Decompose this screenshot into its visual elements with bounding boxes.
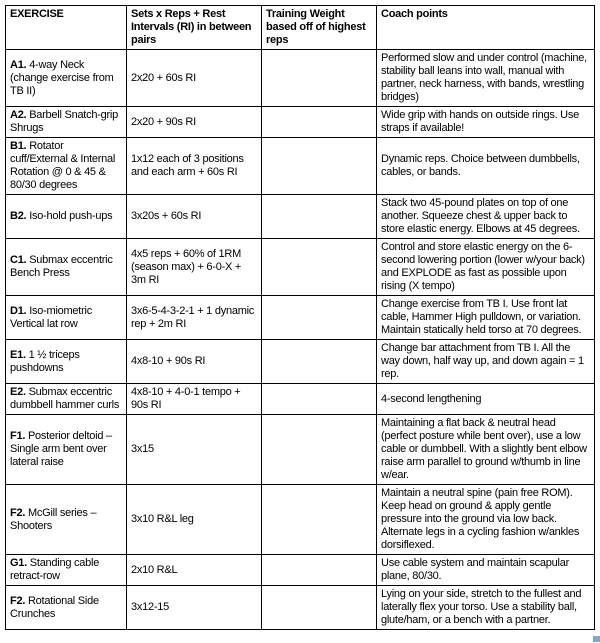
col-header-coach-points: Coach points	[377, 6, 595, 50]
exercise-code: B1.	[10, 140, 27, 152]
exercise-cell	[6, 195, 127, 239]
exercise-name: Submax eccentric dumbbell hammer curls	[10, 386, 120, 411]
coach-points-cell: Maintain a neutral spine (pain free ROM). Keep head on ground & apply gentle pressure into the ground via low back. Alternate legs in a cycling fashion w/ankles dorsiflexed.	[377, 485, 595, 555]
exercise-code: G1.	[10, 557, 27, 569]
table-row	[6, 107, 595, 138]
exercise-cell	[6, 415, 127, 485]
sets-reps-cell: 3x10 R&L leg	[127, 485, 262, 555]
coach-points-cell: Lying on your side, stretch to the fullest and laterally flex your torso. Use a stability ball, glute/ham, or a bench with a partner.	[377, 586, 595, 630]
exercise-cell	[6, 485, 127, 555]
training-weight-cell	[262, 296, 377, 340]
exercise-code: E1.	[10, 348, 26, 361]
exercise-cell	[6, 50, 127, 107]
sets-reps-cell: 2x10 R&L	[127, 555, 262, 586]
exercise-name: Barbell Snatch-grip Shrugs	[10, 109, 118, 134]
table-row	[6, 239, 595, 296]
table-row	[6, 415, 595, 485]
table-row	[6, 195, 595, 239]
sets-reps-cell: 4x5 reps + 60% of 1RM (season max) + 6-0-X + 3m RI	[127, 239, 262, 296]
coach-points-cell: Control and store elastic energy on the 6-second lowering portion (lower w/your back) and EXPLODE as fast as possible upon rising (X tempo)	[377, 239, 595, 296]
exercise-name: Rotator cuff/External & Internal Rotation @ 0 & 45 & 80/30 degrees	[10, 140, 116, 191]
exercise-code: D1.	[10, 304, 27, 317]
sets-reps-cell: 1x12 each of 3 positions and each arm + 60s RI	[127, 138, 262, 195]
exercise-code: F2.	[10, 506, 26, 519]
sets-reps-cell: 2x20 + 60s RI	[127, 50, 262, 107]
training-weight-cell	[262, 555, 377, 586]
table-row	[6, 138, 595, 195]
coach-points-cell: Dynamic reps. Choice between dumbbells, cables, or bands.	[377, 138, 595, 195]
exercise-code: E2.	[10, 386, 26, 398]
coach-points-cell: Performed slow and under control (machine, stability ball leans into wall, manual with partner, neck harness, with bands, wrestling bridges)	[377, 50, 595, 107]
sets-reps-cell: 3x6-5-4-3-2-1 + 1 dynamic rep + 2m RI	[127, 296, 262, 340]
training-weight-cell	[262, 107, 377, 138]
header-row	[6, 6, 595, 50]
sets-reps-cell: 2x20 + 90s RI	[127, 107, 262, 138]
sets-reps-cell: 3x15	[127, 415, 262, 485]
exercise-name: Iso-hold push-ups	[29, 210, 113, 222]
col-header-exercise: EXERCISE	[6, 6, 127, 50]
table-row	[6, 384, 595, 415]
exercise-cell	[6, 340, 127, 384]
table-row	[6, 586, 595, 630]
exercise-cell	[6, 239, 127, 296]
coach-points-cell: Change bar attachment from TB I. All the way down, half way up, and down again = 1 rep.	[377, 340, 595, 384]
exercise-cell	[6, 384, 127, 415]
table-row	[6, 485, 595, 555]
training-weight-cell	[262, 239, 377, 296]
training-weight-cell	[262, 138, 377, 195]
col-header-training-weight: Training Weight based off of highest reps	[262, 6, 377, 50]
exercise-code: A1.	[10, 58, 27, 71]
training-weight-cell	[262, 195, 377, 239]
exercise-name: Standing cable retract-row	[10, 557, 100, 582]
coach-points-cell: Maintaining a flat back & neutral head (perfect posture while bent over), use a low cable or dumbbell. With a slightly bent elbow raise arm parallel to ground w/thumb in line w/ear.	[377, 415, 595, 485]
exercise-code: C1.	[10, 254, 27, 266]
coach-points-cell: Wide grip with hands on outside rings. Use straps if available!	[377, 107, 595, 138]
training-weight-cell	[262, 384, 377, 415]
training-weight-cell	[262, 586, 377, 630]
exercise-name: McGill series – Shooters	[10, 506, 97, 532]
exercise-cell	[6, 555, 127, 586]
sets-reps-cell: 4x8-10 + 4-0-1 tempo + 90s RI	[127, 384, 262, 415]
training-weight-cell	[262, 415, 377, 485]
exercise-cell	[6, 107, 127, 138]
workout-program-table	[5, 5, 595, 630]
coach-points-cell: 4-second lengthening	[377, 384, 595, 415]
exercise-cell	[6, 296, 127, 340]
table-row	[6, 340, 595, 384]
exercise-cell	[6, 138, 127, 195]
sets-reps-cell: 4x8-10 + 90s RI	[127, 340, 262, 384]
sets-reps-cell: 3x12-15	[127, 586, 262, 630]
table-row	[6, 296, 595, 340]
exercise-name: Rotational Side Crunches	[10, 594, 99, 620]
corner-artifact	[593, 636, 600, 642]
training-weight-cell	[262, 340, 377, 384]
exercise-code: F2.	[10, 594, 26, 607]
table-row	[6, 50, 595, 107]
sets-reps-cell: 3x20s + 60s RI	[127, 195, 262, 239]
exercise-name: 4-way Neck (change exercise from TB II)	[10, 58, 114, 97]
coach-points-cell: Stack two 45-pound plates on top of one another. Squeeze chest & upper back to store elastic energy. Elbows at 45 degrees.	[377, 195, 595, 239]
training-weight-cell	[262, 485, 377, 555]
coach-points-cell: Use cable system and maintain scapular plane, 80/30.	[377, 555, 595, 586]
exercise-name: Submax eccentric Bench Press	[10, 254, 113, 279]
table-row	[6, 555, 595, 586]
document-page	[5, 5, 595, 630]
coach-points-cell: Change exercise from TB I. Use front lat cable, Hammer High pulldown, or variation. Maintain statically held torso at 70 degrees.	[377, 296, 595, 340]
exercise-name: Posterior deltoid – Single arm bent over lateral raise	[10, 430, 112, 468]
exercise-name: 1 ½ triceps pushdowns	[10, 348, 80, 374]
training-weight-cell	[262, 50, 377, 107]
exercise-code: F1.	[10, 430, 26, 442]
exercise-code: A2.	[10, 109, 27, 121]
exercise-code: B2.	[10, 210, 27, 222]
col-header-sets-reps: Sets x Reps + Rest Intervals (RI) in between pairs	[127, 6, 262, 50]
exercise-cell	[6, 586, 127, 630]
exercise-name: Iso-miometric Vertical lat row	[10, 304, 92, 330]
